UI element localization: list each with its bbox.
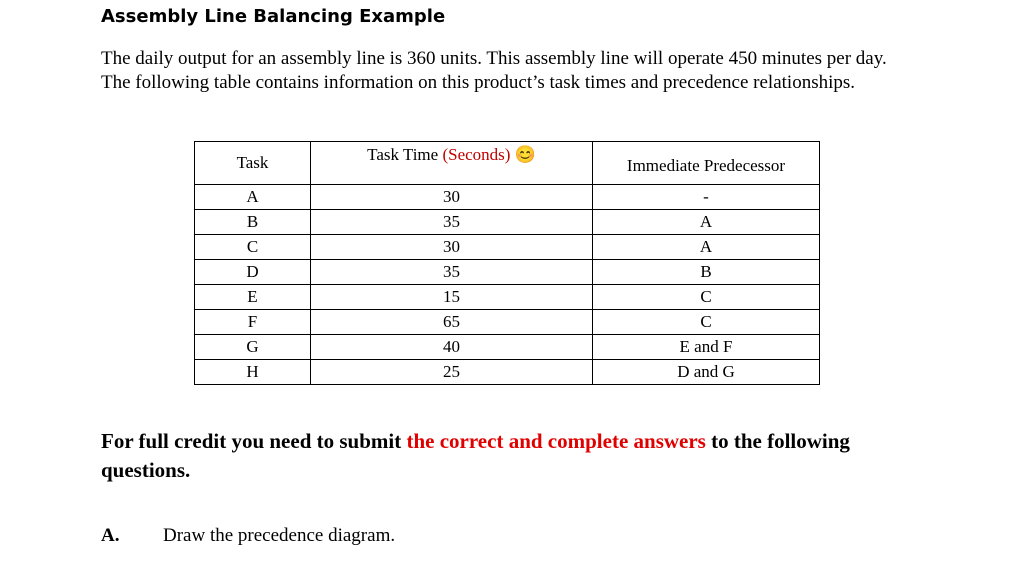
table-row <box>195 210 820 235</box>
cell-pred: C <box>593 285 820 310</box>
header-predecessor: Immediate Predecessor <box>593 142 820 185</box>
cell-pred: A <box>593 235 820 260</box>
table-row <box>195 235 820 260</box>
cell-time: 30 <box>311 185 593 210</box>
question-text: Draw the precedence diagram. <box>163 525 396 546</box>
cell-time: 30 <box>311 235 593 260</box>
table-row <box>195 360 820 385</box>
cell-task: B <box>195 210 311 235</box>
header-task: Task <box>195 142 311 185</box>
header-time-unit: (Seconds) <box>442 145 511 164</box>
table-row <box>195 335 820 360</box>
intro-paragraph: The daily output for an assembly line is 360 units. This assembly line will operate 450 minutes per day. The following table contains information on this product’s task times and precedence relationships. <box>101 48 887 93</box>
header-time <box>311 142 593 185</box>
cell-pred: A <box>593 210 820 235</box>
table-row <box>195 260 820 285</box>
cell-task: H <box>195 360 311 385</box>
credit-note <box>101 427 901 485</box>
credit-highlight: the correct and complete answers <box>406 429 706 453</box>
page-title: Assembly Line Balancing Example <box>101 6 446 27</box>
cell-task: D <box>195 260 311 285</box>
cell-pred: E and F <box>593 335 820 360</box>
table-row <box>195 285 820 310</box>
cell-pred: D and G <box>593 360 820 385</box>
table-row <box>195 185 820 210</box>
cell-task: C <box>195 235 311 260</box>
table-header-row <box>195 142 820 185</box>
cell-task: G <box>195 335 311 360</box>
question-a <box>101 525 395 547</box>
smiley-icon: 😊 <box>514 145 536 164</box>
header-time-label: Task Time <box>367 145 439 164</box>
cell-pred: - <box>593 185 820 210</box>
cell-time: 40 <box>311 335 593 360</box>
cell-time: 25 <box>311 360 593 385</box>
credit-text-1: For full credit you need to submit <box>101 429 407 453</box>
cell-time: 65 <box>311 310 593 335</box>
cell-pred: C <box>593 310 820 335</box>
cell-task: F <box>195 310 311 335</box>
task-table <box>194 141 820 385</box>
cell-pred: B <box>593 260 820 285</box>
credit-text-2: to the following questions. <box>101 429 850 482</box>
cell-task: E <box>195 285 311 310</box>
cell-time: 35 <box>311 210 593 235</box>
table-row <box>195 310 820 335</box>
cell-time: 15 <box>311 285 593 310</box>
question-label: A. <box>101 525 120 546</box>
cell-task: A <box>195 185 311 210</box>
cell-time: 35 <box>311 260 593 285</box>
